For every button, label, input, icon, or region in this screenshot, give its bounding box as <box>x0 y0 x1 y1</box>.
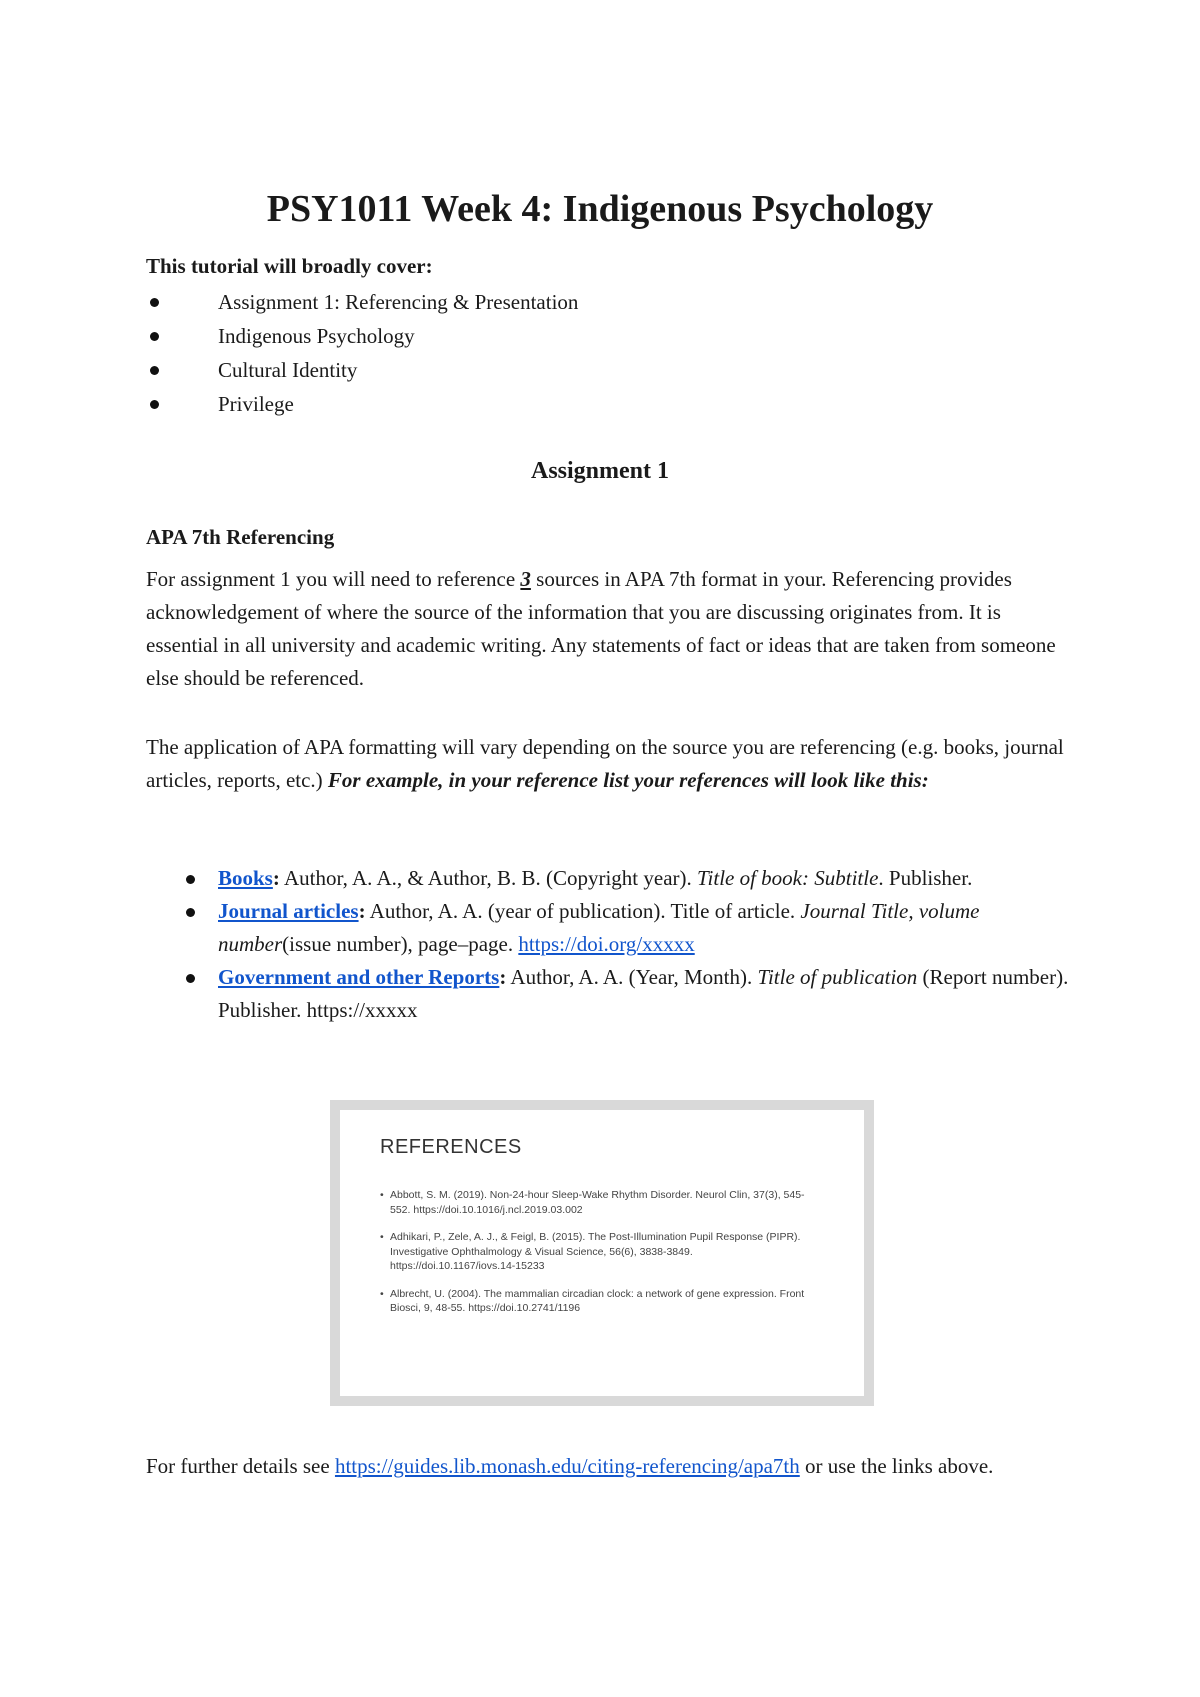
slide-title: REFERENCES <box>380 1136 522 1158</box>
reference-text: (Report number). Publisher. https://xxxxx <box>218 965 1069 1022</box>
reference-colon: : <box>499 965 507 989</box>
bullet-icon <box>186 974 195 983</box>
reference-text: . Publisher. <box>878 866 973 890</box>
slide-reference-list <box>380 1188 820 1329</box>
source-count: 3 <box>520 567 531 591</box>
reference-colon: : <box>358 899 366 923</box>
bullet-icon <box>150 298 159 307</box>
paragraph-text: For further details see <box>146 1454 335 1478</box>
paragraph-apa <box>146 731 1076 797</box>
reference-text: Title of publication <box>757 965 918 989</box>
references-slide-image <box>330 1100 874 1406</box>
reference-type-link[interactable]: Journal articles <box>218 899 359 923</box>
reference-format-item <box>146 862 1076 895</box>
bullet-icon <box>186 875 195 884</box>
reference-format-list <box>146 862 1076 1027</box>
paragraph-text: or use the links above. <box>799 1454 994 1478</box>
paragraph-referencing <box>146 563 1076 695</box>
paragraph-text: For assignment 1 you will need to reference <box>146 567 521 591</box>
slide-reference-item: • Albrecht, U. (2004). The mammalian circadian clock: a network of gene expression. Front Biosci, 9, 48-55. https://doi.10.2741/1196 <box>380 1287 820 1316</box>
reference-text: (issue number), page–page. <box>282 932 519 956</box>
slide-reference-item: • Abbott, S. M. (2019). Non-24-hour Sleep-Wake Rhythm Disorder. Neurol Clin, 37(3), 545-552. https://doi.10.1016/j.ncl.2019.03.002 <box>380 1188 820 1217</box>
subheading: APA 7th Referencing <box>146 525 335 549</box>
topic-text: Indigenous Psychology <box>218 324 415 348</box>
reference-type-link[interactable]: Books <box>218 866 273 890</box>
reference-text: Author, A. A. (year of publication). Title of article. <box>365 899 801 923</box>
topic-text: Assignment 1: Referencing & Presentation <box>218 290 579 314</box>
bullet-icon <box>186 908 195 917</box>
slide-reference-item: • Adhikari, P., Zele, A. J., & Feigl, B. (2015). The Post-Illumination Pupil Response (PIPR). Investigative Ophthalmology & Visual Science, 56(6), 3838-3849. https://doi.10.1167/iovs.14-15233 <box>380 1230 820 1274</box>
paragraph-emphasis: For example, in your reference list your references will look like this: <box>327 768 929 792</box>
section-title: Assignment 1 <box>530 458 669 484</box>
paragraph-text: The application of APA formatting will vary depending on the source you are referencing (e.g. books, journal articles, reports, etc.) <box>146 735 1064 792</box>
reference-colon: : <box>272 866 280 890</box>
bullet-icon <box>150 400 159 409</box>
intro-heading: This tutorial will broadly cover: <box>146 254 433 278</box>
paragraph-text: sources in APA 7th format in your. Referencing provides acknowledgement of where the source of the information that you are discussing originates from. It is essential in all university and academic writing. Any statements of fact or ideas that are taken from someone else should be referenced. <box>146 567 1056 690</box>
reference-text: Title of book: Subtitle <box>697 866 879 890</box>
reference-format-item <box>146 961 1076 1027</box>
page-title: PSY1011 Week 4: Indigenous Psychology <box>266 188 934 230</box>
reference-text: Author, A. A. (Year, Month). <box>506 965 758 989</box>
slide <box>340 1110 864 1396</box>
reference-text: Journal Title, volume number <box>218 899 980 956</box>
topic-text: Privilege <box>218 392 294 416</box>
bullet-icon <box>150 332 159 341</box>
reference-text: Author, A. A., & Author, B. B. (Copyright year). <box>279 866 697 890</box>
reference-format-item <box>146 895 1076 961</box>
topic-text: Cultural Identity <box>218 358 358 382</box>
apa-guide-link[interactable]: https://guides.lib.monash.edu/citing-referencing/apa7th <box>334 1454 800 1478</box>
doi-link[interactable]: https://doi.org/xxxxx <box>518 932 695 956</box>
reference-type-link[interactable]: Government and other Reports <box>218 965 500 989</box>
bullet-icon <box>150 366 159 375</box>
footer-paragraph <box>146 1450 1076 1483</box>
